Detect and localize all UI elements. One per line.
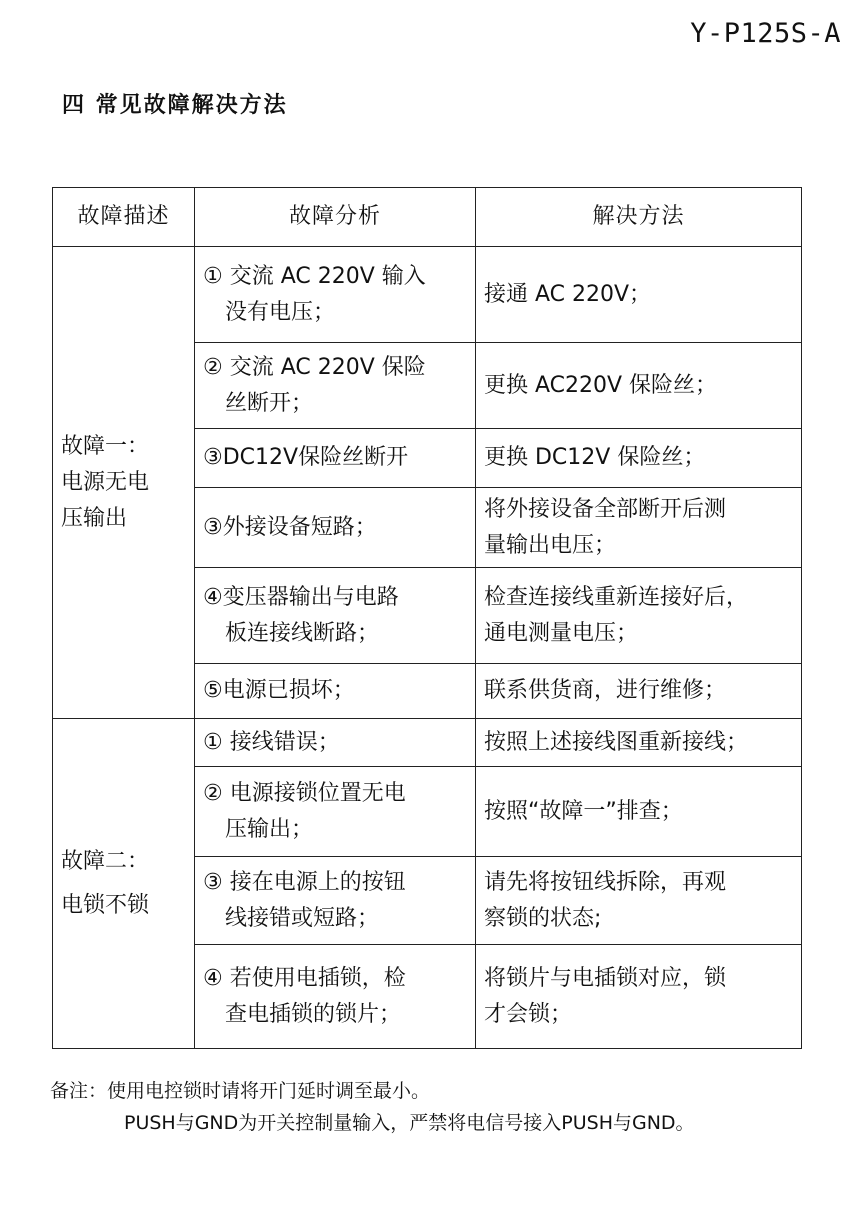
solution-cell — [476, 945, 802, 1049]
solution-cell — [476, 664, 802, 719]
analysis-text: ③外接设备短路； — [203, 514, 377, 540]
fault-description-line: 故障一： — [61, 433, 150, 459]
solution-text: 联系供货商，进行维修； — [484, 678, 727, 703]
solution-text: 将外接设备全部断开后测 量输出电压； — [484, 496, 727, 558]
solution-cell — [476, 488, 802, 568]
section-title: 四 常见故障解决方法 — [62, 93, 288, 118]
solution-cell — [476, 767, 802, 857]
analysis-cell — [195, 488, 476, 568]
fault-description-line: 电源无电 — [61, 469, 150, 495]
note-line-1: 备注：使用电控锁时请将开门延时调至最小。 — [50, 1080, 431, 1102]
table-row — [53, 247, 802, 343]
fault-description-text — [61, 844, 186, 924]
solution-text: 更换 AC220V 保险丝； — [484, 372, 718, 398]
analysis-cell — [195, 945, 476, 1049]
analysis-text: ③ 接在电源上的按钮 线接错或短路； — [203, 869, 406, 931]
solution-text: 按照上述接线图重新接线； — [484, 729, 749, 755]
solution-text: 接通 AC 220V； — [484, 281, 652, 307]
solution-text: 检查连接线重新连接好后， 通电测量电压； — [484, 584, 749, 646]
analysis-cell — [195, 664, 476, 719]
solution-text: 更换 DC12V 保险丝； — [484, 445, 706, 470]
fault-description-text — [61, 429, 186, 537]
note-line-2: PUSH与GND为开关控制量输入，严禁将电信号接入PUSH与GND。 — [124, 1112, 695, 1134]
solution-cell — [476, 247, 802, 343]
fault-description-line: 电锁不锁 — [61, 892, 150, 918]
analysis-text: ② 交流 AC 220V 保险 丝断开； — [203, 354, 426, 416]
solution-text: 将锁片与电插锁对应，锁 才会锁； — [484, 965, 727, 1027]
model-code: Y-P125S-A — [690, 18, 841, 49]
analysis-text: ① 交流 AC 220V 输入 没有电压； — [203, 263, 426, 325]
analysis-cell — [195, 719, 476, 767]
analysis-cell — [195, 767, 476, 857]
analysis-cell — [195, 857, 476, 945]
notes — [50, 1075, 695, 1139]
table-header-row — [53, 188, 802, 247]
analysis-text: ④ 若使用电插锁，检 查电插锁的锁片； — [203, 965, 406, 1027]
analysis-cell — [195, 343, 476, 429]
column-header-description: 故障描述 — [53, 188, 195, 247]
analysis-text: ① 接线错误； — [203, 729, 340, 755]
analysis-text: ④变压器输出与电路 板连接线断路； — [203, 584, 399, 646]
column-header-solution: 解决方法 — [476, 188, 802, 247]
analysis-text: ② 电源接锁位置无电 压输出； — [203, 780, 406, 842]
fault-description-cell — [53, 719, 195, 1049]
table-row — [53, 719, 802, 767]
analysis-text: ⑤电源已损坏； — [203, 678, 355, 703]
solution-cell — [476, 719, 802, 767]
analysis-cell — [195, 429, 476, 488]
analysis-cell — [195, 247, 476, 343]
fault-description-cell — [53, 247, 195, 719]
solution-text: 按照“故障一”排查； — [484, 798, 683, 824]
solution-text: 请先将按钮线拆除，再观 察锁的状态; — [484, 869, 727, 931]
analysis-cell — [195, 568, 476, 664]
column-header-analysis: 故障分析 — [195, 188, 476, 247]
solution-cell — [476, 429, 802, 488]
fault-table — [52, 187, 802, 1049]
fault-description-line: 故障二： — [61, 848, 150, 874]
solution-cell — [476, 857, 802, 945]
fault-description-line: 压输出 — [61, 505, 128, 531]
analysis-text: ③DC12V保险丝断开 — [203, 445, 409, 470]
solution-cell — [476, 568, 802, 664]
solution-cell — [476, 343, 802, 429]
